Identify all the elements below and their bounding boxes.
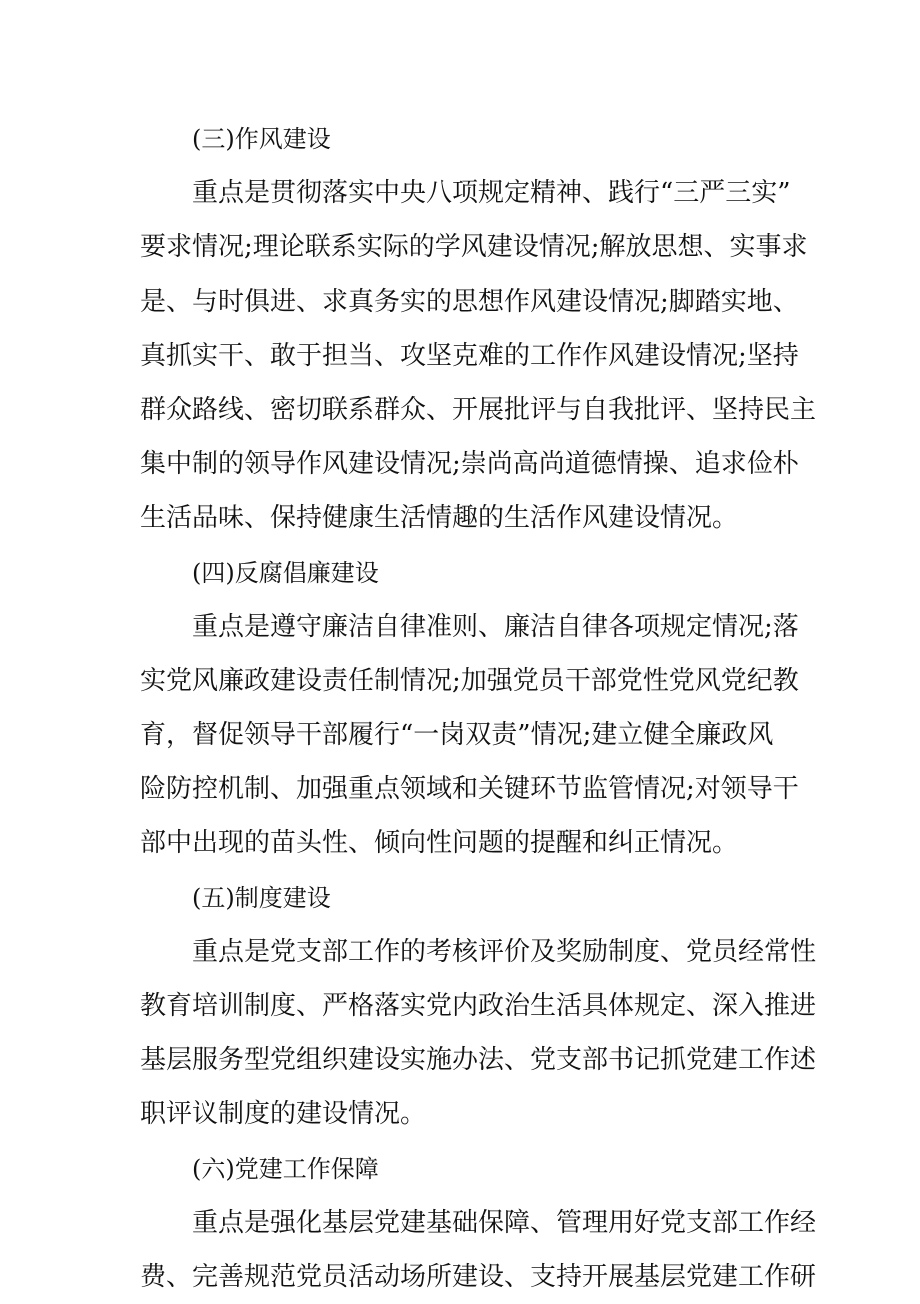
section-heading: (六)党建工作保障	[192, 1154, 379, 1183]
document-body	[140, 112, 817, 1304]
paragraph-line: 集中制的领导作风建设情况;崇尚高尚道德情操、追求俭朴	[140, 449, 799, 480]
paragraph-line: 部中出现的苗头性、倾向性问题的提醒和纠正情况。	[140, 828, 739, 859]
paragraph-line: 职评议制度的建设情况。	[140, 1099, 427, 1130]
paragraph-line: 重点是遵守廉洁自律准则、廉洁自律各项规定情况;落	[192, 611, 799, 642]
section-heading: (五)制度建设	[192, 883, 331, 912]
paragraph-line: 教育培训制度、严格落实党内政治生活具体规定、深入推进	[140, 991, 817, 1021]
paragraph-line: 重点是党支部工作的考核评价及奖励制度、党员经常性	[192, 936, 817, 967]
paragraph-line: 要求情况;理论联系实际的学风建设情况;解放思想、实事求	[140, 232, 808, 263]
section-heading: (三)作风建设	[192, 125, 331, 153]
paragraph-line: 生活品味、保持健康生活情趣的生活作风建设情况。	[140, 503, 739, 534]
paragraph-line: 真抓实干、敢于担当、攻坚克难的工作作风建设情况;坚持	[140, 340, 799, 371]
paragraph-line: 是、与时俱进、求真务实的思想作风建设情况;脚踏实地、	[140, 286, 799, 317]
paragraph-line: 重点是强化基层党建基础保障、管理用好党支部工作经	[192, 1207, 817, 1238]
paragraph-line: 基层服务型党组织建设实施办法、党支部书记抓党建工作述	[140, 1045, 817, 1076]
paragraph-line: 群众路线、密切联系群众、开展批评与自我批评、坚持民主	[140, 394, 817, 425]
paragraph-line: 险防控机制、加强重点领域和关键环节监管情况;对领导干	[140, 774, 799, 805]
section-heading: (四)反腐倡廉建设	[192, 558, 379, 587]
paragraph-line: 费、完善规范党员活动场所建设、支持开展基层党建工作研	[140, 1261, 817, 1292]
paragraph-line: 重点是贯彻落实中央八项规定精神、践行“三严三实”	[192, 178, 791, 209]
paragraph-line: 实党风廉政建设责任制情况;加强党员干部党性党风党纪教	[140, 665, 799, 696]
paragraph-line: 育，督促领导干部履行“一岗双责”情况;建立健全廉政风	[140, 720, 774, 751]
